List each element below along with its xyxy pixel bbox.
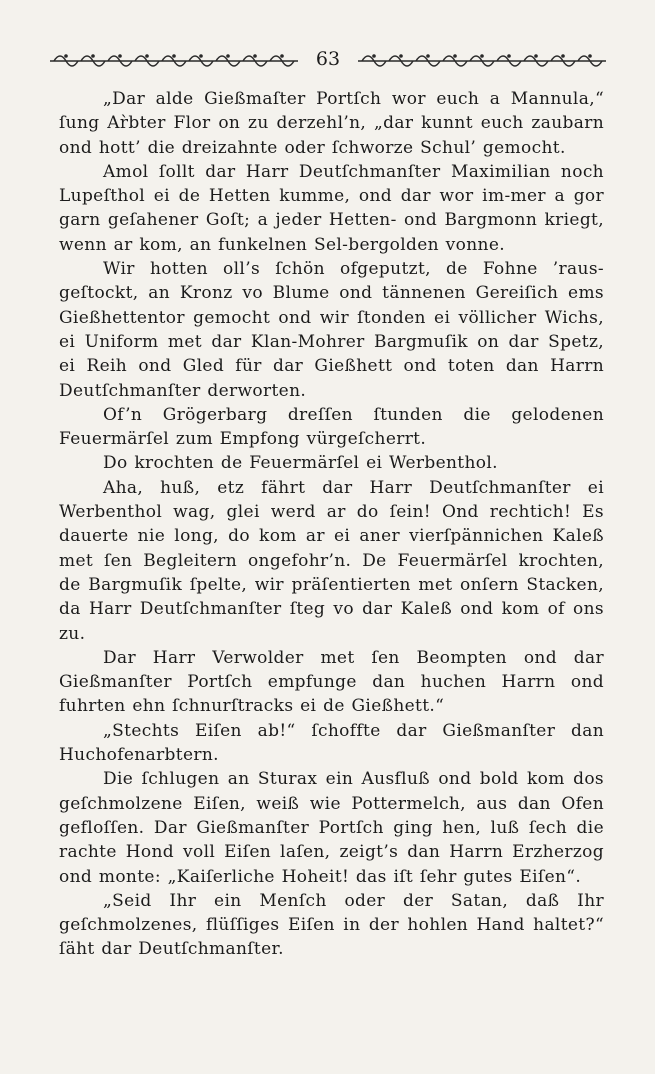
paragraph-1: „Dar alde Gießmaſter Portſch wor euch a Mannula,“ ſung Ar̀bter Flor on zu derzehl’n, „dar kunnt euch zaubarn ond hott’ die dreizahnte oder ſchworze Schul’ gemocht. xyxy=(59,89,604,158)
page-number: 63 xyxy=(315,48,341,70)
body-text xyxy=(59,87,604,962)
header-ornament-right xyxy=(358,48,606,68)
paragraph-6: Aha, huß, etz fährt dar Harr Deutſchmanſter ei Werbenthol wag, glei werd ar do ſein! Ond rechtich! Es dauerte nie long, do kom ar ei aner vierſpännichen Kaleß met ſen Begleitern ongefohr’n. De Feuermärſel krochten, de Bargmuſik ſpelte, wir präſentierten met onſern Stacken, da Harr Deutſchmanſter ſteg vo dar Kaleß ond kom of ons zu. xyxy=(59,477,604,644)
paragraph-7: Dar Harr Verwolder met ſen Beompten ond dar Gießmanſter Portſch empfunge dan huchen Harrn ond fuhrten ehn ſchnurſtracks ei de Gießhett.“ xyxy=(59,647,604,717)
paragraph-3: Wir hotten oll’s ſchön ofgeputzt, de Fohne ’raus-geſtockt, an Kronz vo Blume ond tännenen Gereiſich ems Gießhettentor gemocht ond wir ſtonden ei völlicher Wichs, ei Uniform met dar Klan-Mohrer Bargmuſik on dar Spetz, ei Reih ond Gled für dar Gießhett ond toten dan Harrn Deutſchmanſter derworten. xyxy=(59,259,604,401)
header-ornament-left xyxy=(50,48,298,68)
paragraph-8: „Stechts Eiſen ab!“ ſchoffte dar Gießmanſter dan Huchofenarbtern. xyxy=(59,720,604,766)
paragraph-4: Of’n Grögerbarg dreſſen ſtunden die gelodenen Feuermärſel zum Empfong vürgeſcherrt. xyxy=(59,404,604,450)
paragraph-5: Do krochten de Feuermärſel ei Werbenthol. xyxy=(103,453,498,474)
paragraph-10: „Seid Ihr ein Menſch oder der Satan, daß Ihr geſchmolzenes, flüſſiges Eiſen in der hohlen Hand haltet?“ ſäht dar Deutſchmanſter. xyxy=(59,890,604,960)
page-header xyxy=(50,44,605,74)
paragraph-9: Die ſchlugen an Sturax ein Ausfluß ond bold kom dos geſchmolzene Eiſen, weiß wie Pottermelch, aus dan Ofen gefloſſen. Dar Gießmanſter Portſch ging hen, luß ſech die rachte Hond voll Eiſen laſen, zeigt’s dan Harrn Erzherzog ond monte: „Kaiſerliche Hoheit! das iſt ſehr gutes Eiſen“. xyxy=(59,769,604,887)
paragraph-2: Amol ſollt dar Harr Deutſchmanſter Maximilian noch Lupeſthol ei de Hetten kumme, ond dar wor im-mer a gor garn geſahener Goſt; a jeder Hetten- ond Bargmonn kriegt, wenn ar kom, an funkelnen Sel-bergolden vonne. xyxy=(59,161,604,255)
